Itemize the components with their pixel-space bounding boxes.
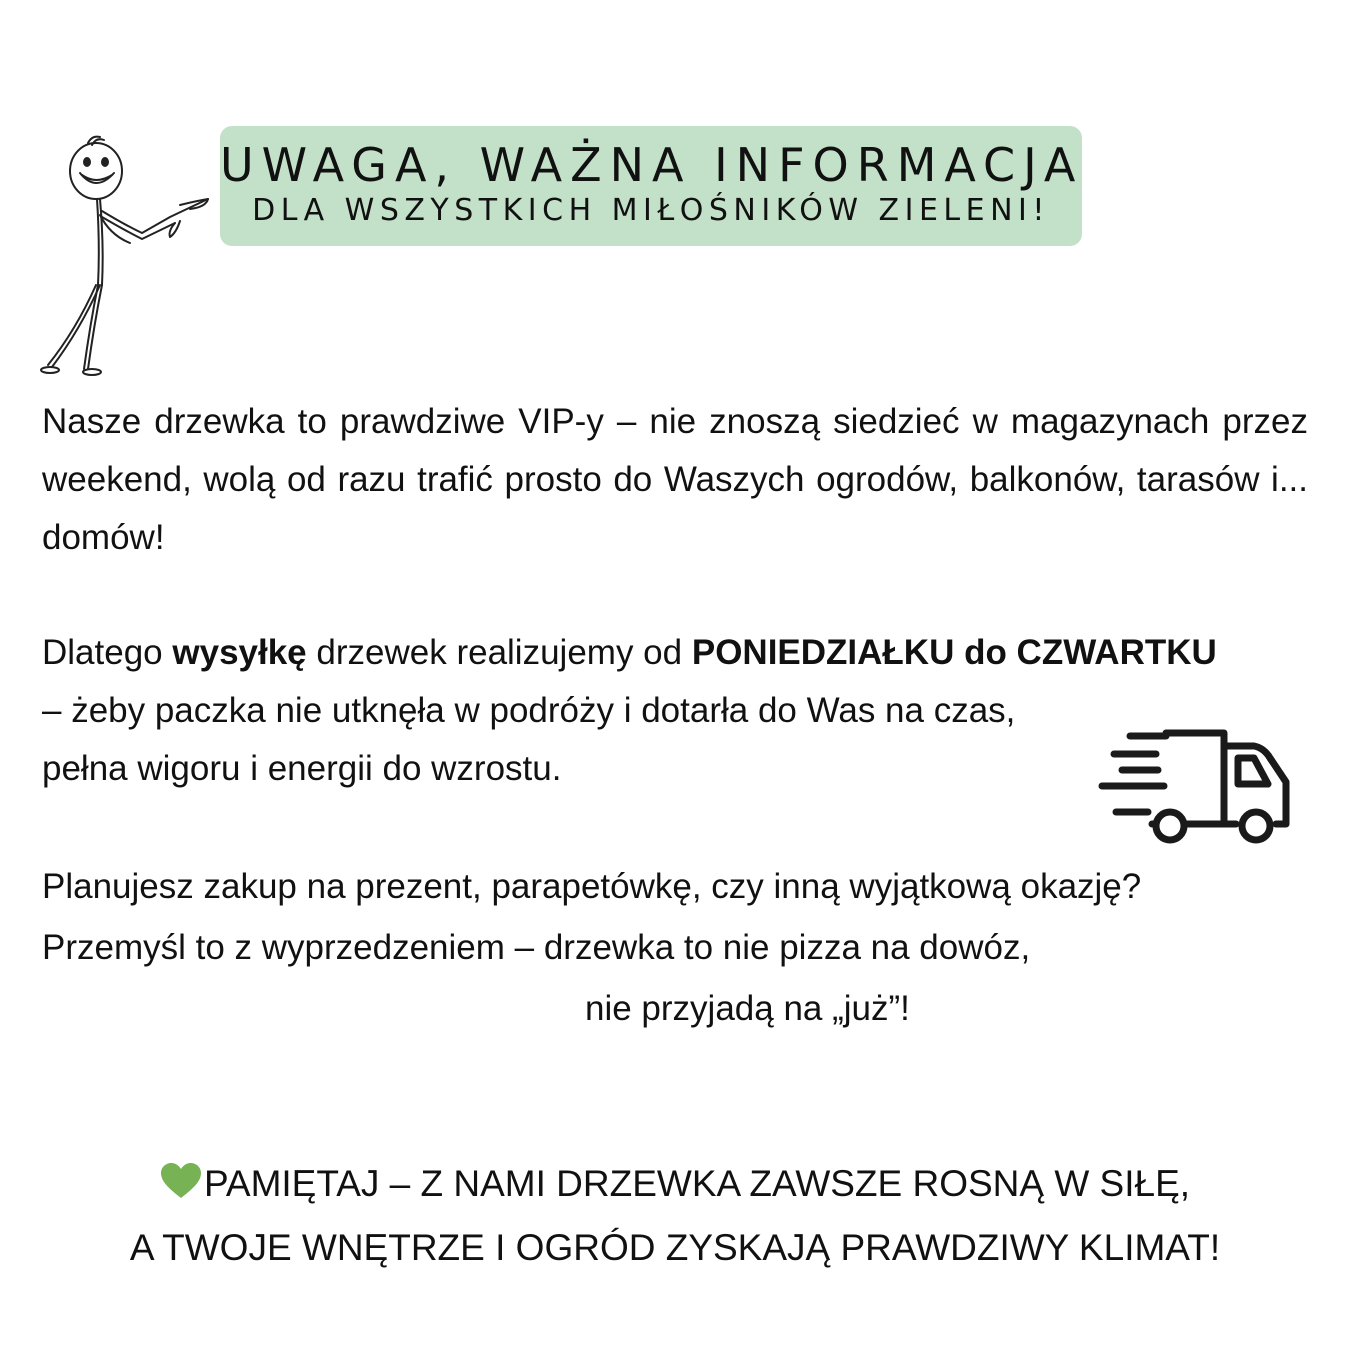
banner-title: UWAGA, WAŻNA INFORMACJA xyxy=(220,138,1084,192)
fast-delivery-truck-icon xyxy=(1096,728,1292,846)
shipping-intro-paragraph: Nasze drzewka to prawdziwe VIP-y – nie znoszą siedzieć w magazynach przez weekend, wolą od razu trafić prosto do Waszych ogrodów, balkonów, tarasów i... domów! xyxy=(42,402,1308,557)
footer-line2: A TWOJE WNĘTRZE I OGRÓD ZYSKAJĄ PRAWDZIWY KLIMAT! xyxy=(129,1227,1221,1268)
shipping-days-line1 xyxy=(42,624,1308,682)
pointing-stickman-icon xyxy=(30,125,220,385)
gift-planning-line1: Planujesz zakup na prezent, parapetówkę, czy inną wyjątkową okazję? xyxy=(42,867,1142,906)
green-heart-icon xyxy=(160,1162,202,1200)
gift-planning-line2: Przemyśl to z wyprzedzeniem – drzewka to nie pizza na dowóz, xyxy=(42,928,1031,967)
shipping-bold-word: wysyłkę xyxy=(172,633,307,672)
footer-line1: PAMIĘTAJ – Z NAMI DRZEWKA ZAWSZE ROSNĄ W SIŁĘ, xyxy=(203,1163,1191,1204)
info-banner xyxy=(220,126,1082,246)
shipping-days-line2: – żeby paczka nie utknęła w podróży i dotarła do Was na czas, xyxy=(42,691,1016,730)
gift-planning-line3: nie przyjadą na „już”! xyxy=(585,989,910,1028)
shipping-middle: drzewek realizujemy od xyxy=(316,633,683,672)
shipping-days-bold: PONIEDZIAŁKU do CZWARTKU xyxy=(691,633,1217,672)
footer-line1-wrap xyxy=(0,1152,1350,1216)
shipping-prefix: Dlatego xyxy=(42,633,163,672)
banner-subtitle: DLA WSZYSTKICH MIŁOŚNIKÓW ZIELENI! xyxy=(252,193,1050,228)
gift-planning-paragraph xyxy=(42,856,1308,1039)
shipping-days-line3: pełna wigoru i energii do wzrostu. xyxy=(42,749,562,788)
footer-slogan xyxy=(0,1152,1350,1280)
